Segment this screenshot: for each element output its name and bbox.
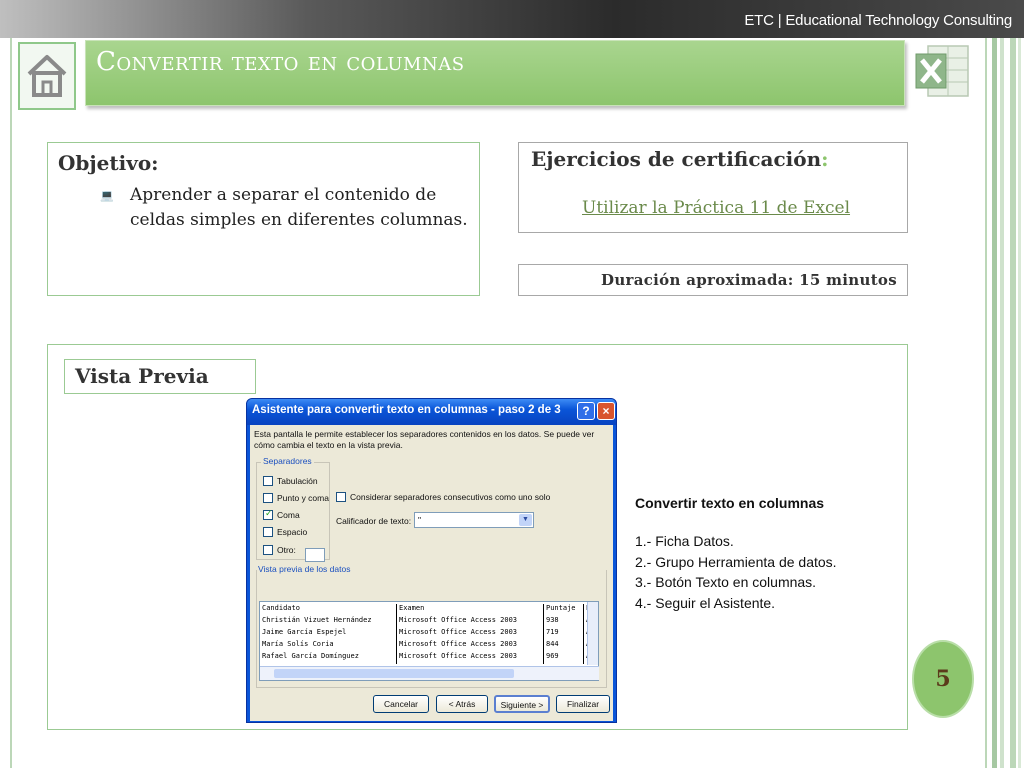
decorative-stripe	[1010, 38, 1016, 768]
espacio-checkbox[interactable]	[263, 527, 273, 537]
wizard-dialog	[246, 398, 617, 723]
page-number: 5	[935, 666, 951, 692]
preview-label: Vista previa de los datos	[258, 564, 351, 574]
top-banner	[0, 0, 1024, 38]
step-item: 4.- Seguir el Asistente.	[635, 594, 776, 611]
otro-label: Otro:	[277, 545, 296, 555]
page-title: Convertir texto en columnas	[96, 47, 465, 77]
otro-checkbox[interactable]	[263, 545, 273, 555]
separadores-label: Separadores	[263, 456, 312, 466]
preview-cell: Microsoft Office Access 2003	[399, 640, 518, 648]
espacio-label: Espacio	[277, 527, 308, 537]
preview-cell: 969	[546, 652, 559, 660]
preview-cell: Candidato	[262, 604, 300, 612]
column-break[interactable]	[396, 604, 397, 664]
home-button[interactable]	[18, 42, 76, 110]
scrollbar-thumb[interactable]	[274, 669, 514, 678]
column-break[interactable]	[583, 604, 584, 664]
decorative-stripe	[1018, 38, 1021, 768]
objetivo-text: Aprender a separar el contenido de celdas simples en diferentes columnas.	[130, 185, 468, 230]
duracion-text: Duración aproximada: 15 minutos	[601, 271, 897, 289]
ejercicios-heading-text: Ejercicios de certificación	[531, 147, 822, 171]
home-icon	[25, 52, 69, 100]
otro-input[interactable]	[305, 548, 325, 562]
preview-cell: 719	[546, 628, 559, 636]
steps-panel	[635, 495, 895, 613]
calificador-value: "	[418, 515, 422, 525]
preview-cell: Examen	[399, 604, 425, 612]
ejercicios-box	[518, 142, 908, 233]
dialog-intro: Esta pantalla le permite establecer los separadores contenidos en los datos. Se puede ver cómo cambia el texto en la vista previa.	[254, 429, 595, 450]
column-break[interactable]	[543, 604, 544, 664]
objetivo-heading: Objetivo:	[58, 151, 159, 175]
duracion-box	[518, 264, 908, 296]
finalizar-button[interactable]: Finalizar	[556, 695, 610, 713]
practica-link[interactable]: Utilizar la Práctica 11 de Excel	[582, 198, 851, 218]
brand-text: ETC | Educational Technology Consulting	[744, 12, 1012, 29]
preview-cell: Microsoft Office Access 2003	[399, 628, 518, 636]
title-bar	[85, 40, 905, 106]
vertical-scrollbar[interactable]	[587, 602, 598, 665]
coma-label: Coma	[277, 510, 300, 520]
vista-previa-title: Vista Previa	[75, 364, 209, 388]
consecutivos-checkbox[interactable]	[336, 492, 346, 502]
close-button[interactable]: ×	[597, 402, 615, 420]
preview-cell: 844	[546, 640, 559, 648]
dialog-title: Asistente para convertir texto en columnas - paso 2 de 3	[252, 404, 561, 416]
vista-previa-label	[64, 359, 256, 394]
separadores-group	[256, 456, 330, 560]
consecutivos-label: Considerar separadores consecutivos como uno solo	[350, 492, 551, 502]
preview-cell: Microsoft Office Access 2003	[399, 652, 518, 660]
preview-cell: Christián Vizuet Hernández	[262, 616, 372, 624]
decorative-stripe	[985, 38, 987, 768]
decorative-stripe	[992, 38, 997, 768]
dialog-titlebar	[247, 399, 616, 425]
step-item: 2.- Grupo Herramienta de datos.	[635, 553, 837, 570]
help-button[interactable]: ?	[577, 402, 595, 420]
cancelar-button[interactable]: Cancelar	[373, 695, 429, 713]
page-number-badge	[912, 640, 974, 718]
calificador-label: Calificador de texto:	[336, 516, 412, 526]
excel-logo-icon	[914, 40, 972, 102]
step-item: 3.- Botón Texto en columnas.	[635, 574, 817, 590]
preview-cell: Rafael García Domínguez	[262, 652, 359, 660]
siguiente-button[interactable]: Siguiente >	[494, 695, 550, 713]
tabulacion-label: Tabulación	[277, 476, 318, 486]
step-item: 1.- Ficha Datos.	[635, 533, 734, 549]
punto-y-coma-checkbox[interactable]	[263, 493, 273, 503]
preview-cell: Puntaje	[546, 604, 576, 612]
objetivo-box	[47, 142, 480, 296]
chevron-down-icon[interactable]: ▼	[519, 514, 532, 526]
coma-checkbox[interactable]	[263, 510, 273, 520]
preview-cell: Microsoft Office Access 2003	[399, 616, 518, 624]
dialog-body	[250, 425, 613, 721]
punto-y-coma-label: Punto y coma	[277, 493, 329, 503]
ejercicios-heading	[531, 147, 829, 171]
atras-button[interactable]: < Atrás	[436, 695, 488, 713]
data-preview[interactable]	[259, 601, 599, 681]
decorative-stripe	[1000, 38, 1004, 768]
steps-title: Convertir texto en columnas	[635, 495, 825, 511]
preview-cell: Jaime García Espejel	[262, 628, 347, 636]
preview-cell: 938	[546, 616, 559, 624]
calificador-select[interactable]	[414, 512, 534, 528]
decorative-stripe	[10, 38, 12, 768]
horizontal-scrollbar[interactable]	[260, 666, 599, 680]
preview-cell: María Solís Coria	[262, 640, 334, 648]
ejercicios-colon: :	[821, 147, 829, 171]
computer-bullet-icon: 💻	[100, 189, 114, 202]
tabulacion-checkbox[interactable]	[263, 476, 273, 486]
